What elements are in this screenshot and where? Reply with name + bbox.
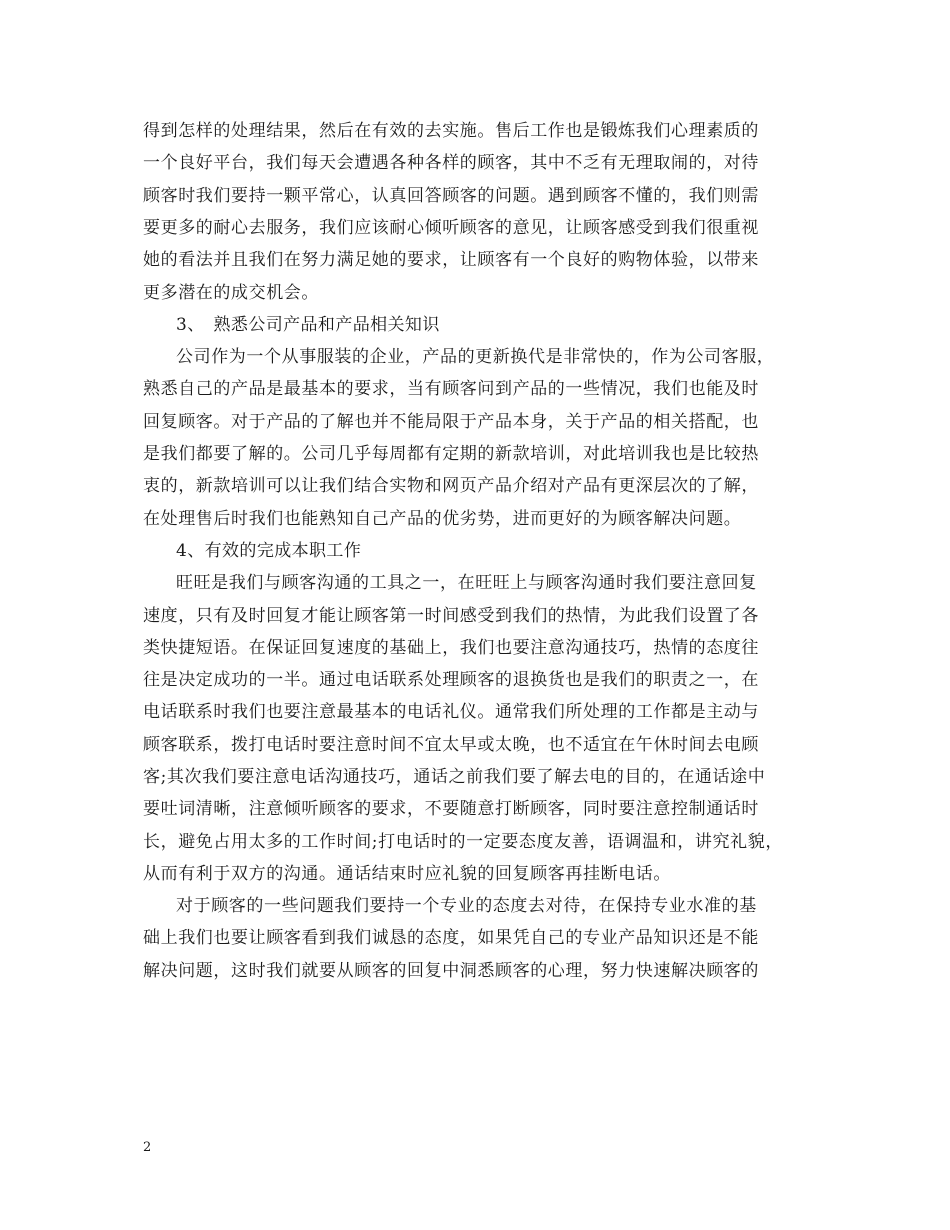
paragraph-line: 在处理售后时我们也能熟知自己产品的优劣势，进而更好的为顾客解决问题。 [143, 509, 742, 529]
paragraph-line: 公司作为一个从事服装的企业，产品的更新换代是非常快的，作为公司客服， [176, 347, 775, 367]
section-heading: 4、有效的完成本职工作 [176, 541, 362, 561]
paragraph-line: 础上我们也要让顾客看到我们诚恳的态度，如果凭自己的专业产品知识还是不能 [143, 928, 759, 948]
paragraph-line: 得到怎样的处理结果，然后在有效的去实施。售后工作也是锻炼我们心理素质的 [143, 121, 759, 141]
paragraph-line: 从而有利于双方的沟通。通话结束时应礼貌的回复顾客再挂断电话。 [143, 864, 671, 884]
paragraph-line: 要更多的耐心去服务，我们应该耐心倾听顾客的意见，让顾客感受到我们很重视 [143, 218, 759, 238]
paragraph-line: 她的看法并且我们在努力满足她的要求，让顾客有一个良好的购物体验，以带来 [143, 250, 759, 270]
paragraph-line: 长，避免占用太多的工作时间;打电话时的一定要态度友善，语调温和，讲究礼貌， [143, 832, 783, 852]
paragraph-line: 熟悉自己的产品是最基本的要求，当有顾客问到产品的一些情况，我们也能及时 [143, 379, 759, 399]
paragraph-line: 旺旺是我们与顾客沟通的工具之一，在旺旺上与顾客沟通时我们要注意回复 [176, 573, 757, 593]
page-number: 2 [143, 1140, 152, 1155]
paragraph-line: 类快捷短语。在保证回复速度的基础上，我们也要注意沟通技巧，热情的态度往 [143, 638, 759, 658]
paragraph-line: 更多潜在的成交机会。 [143, 283, 319, 303]
paragraph-line: 一个良好平台，我们每天会遭遇各种各样的顾客，其中不乏有无理取闹的，对待 [143, 153, 759, 173]
paragraph-line: 往是决定成功的一半。通过电话联系处理顾客的退换货也是我们的职责之一，在 [143, 670, 759, 690]
paragraph-line: 电话联系时我们也要注意最基本的电话礼仪。通常我们所处理的工作都是主动与 [143, 702, 759, 722]
section-heading: 3、 熟悉公司产品和产品相关知识 [176, 315, 440, 335]
paragraph-line: 要吐词清晰，注意倾听顾客的要求，不要随意打断顾客，同时要注意控制通话时 [143, 799, 759, 819]
paragraph-line: 顾客时我们要持一颗平常心，认真回答顾客的问题。遇到顾客不懂的，我们则需 [143, 186, 759, 206]
paragraph-line: 客;其次我们要注意电话沟通技巧，通话之前我们要了解去电的目的，在通话途中 [143, 767, 766, 787]
paragraph-line: 是我们都要了解的。公司几乎每周都有定期的新款培训，对此培训我也是比较热 [143, 444, 759, 464]
paragraph-line: 顾客联系，拨打电话时要注意时间不宜太早或太晚，也不适宜在午休时间去电顾 [143, 735, 759, 755]
paragraph-line: 回复顾客。对于产品的了解也并不能局限于产品本身，关于产品的相关搭配，也 [143, 412, 759, 432]
paragraph-line: 速度，只有及时回复才能让顾客第一时间感受到我们的热情，为此我们设置了各 [143, 606, 759, 626]
paragraph-line: 衷的，新款培训可以让我们结合实物和网页产品介绍对产品有更深层次的了解， [143, 476, 759, 496]
paragraph-line: 解决问题，这时我们就要从顾客的回复中洞悉顾客的心理，努力快速解决顾客的 [143, 961, 759, 981]
paragraph-line: 对于顾客的一些问题我们要持一个专业的态度去对待，在保持专业水准的基 [176, 896, 757, 916]
